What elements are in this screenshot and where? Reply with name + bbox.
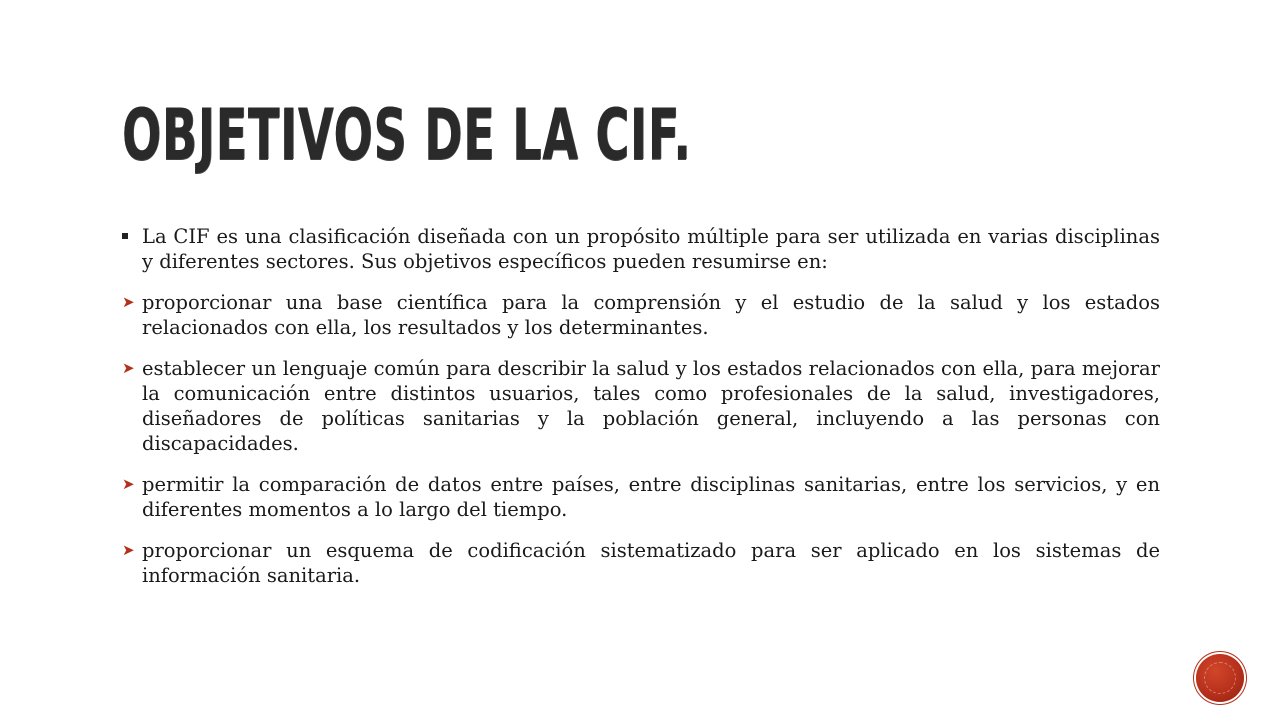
arrowhead-bullet-icon: ➤: [122, 541, 135, 559]
slide-content: [122, 224, 1160, 604]
objective-item: [122, 538, 1160, 588]
slide-title: OBJETIVOS DE LA CIF.: [122, 94, 692, 176]
objective-text: proporcionar un esquema de codificación sistematizado para ser aplicado en los sistemas de información sanitaria.: [142, 539, 1160, 587]
objective-text: establecer un lenguaje común para describir la salud y los estados relacionados con ella, para mejorar la comunicación entre distintos usuarios, tales como profesionales de la salud, investigadores, diseñadores de políticas sanitarias y la población general, incluyendo a las personas con discapacidades.: [142, 357, 1160, 455]
square-bullet-icon: [122, 233, 128, 239]
arrowhead-bullet-icon: ➤: [122, 293, 135, 311]
arrowhead-bullet-icon: ➤: [122, 475, 135, 493]
red-circle-badge-icon: [1196, 654, 1244, 702]
intro-paragraph: [122, 224, 1160, 274]
objective-item: [122, 472, 1160, 522]
objective-item: [122, 290, 1160, 340]
objective-item: [122, 356, 1160, 456]
objective-text: permitir la comparación de datos entre países, entre disciplinas sanitarias, entre los servicios, y en diferentes momentos a lo largo del tiempo.: [142, 473, 1160, 521]
badge-ring: [1204, 662, 1236, 694]
arrowhead-bullet-icon: ➤: [122, 359, 135, 377]
intro-text: La CIF es una clasificación diseñada con un propósito múltiple para ser utilizada en varias disciplinas y diferentes sectores. Sus objetivos específicos pueden resumirse en:: [142, 225, 1160, 273]
objective-text: proporcionar una base científica para la comprensión y el estudio de la salud y los estados relacionados con ella, los resultados y los determinantes.: [142, 291, 1160, 339]
